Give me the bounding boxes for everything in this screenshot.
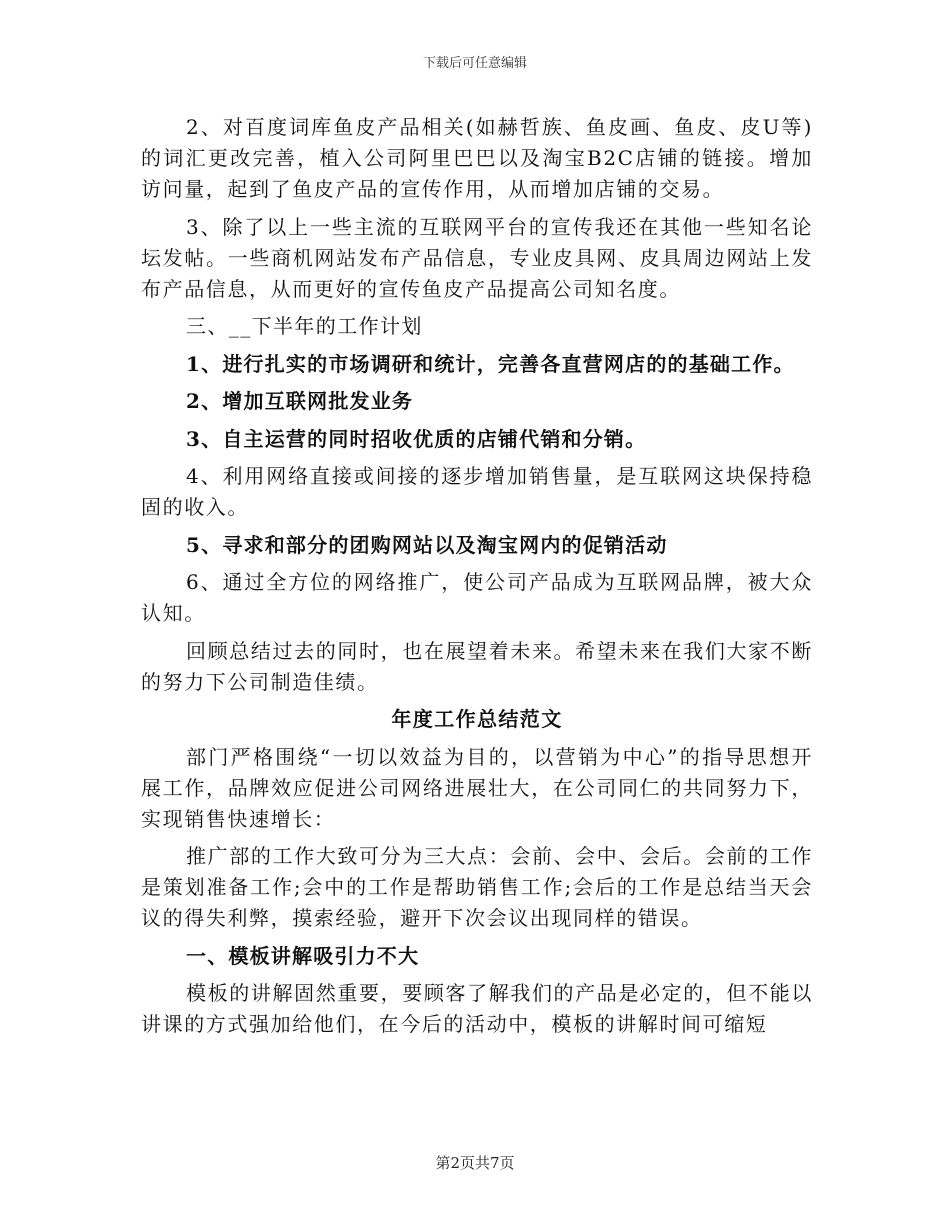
paragraph-item-3: 3、除了以上一些主流的互联网平台的宣传我还在其他一些知名论坛发帖。一些商机网站发布产品信息，专业皮具网、皮具周边网站上发布产品信息，从而更好的宣传鱼皮产品提高公司知名度。 [141,214,813,301]
plan-item-1: 1、进行扎实的市场调研和统计，完善各直营网店的的基础工作。 [186,351,795,376]
section-heading-plan: 三、__下半年的工作计划 [186,314,423,338]
section-title-summary: 年度工作总结范文 [391,707,563,731]
plan-item-3: 3、自主运营的同时招收优质的店铺代销和分销。 [186,426,647,451]
page-footer: 第2页共7页 [435,1154,515,1172]
closing-paragraph: 回顾总结过去的同时，也在展望着未来。希望未来在我们大家不断的努力下公司制造佳绩。 [141,638,813,694]
page-header: 下载后可任意编辑 [422,56,527,71]
plan-item-5: 5、寻求和部分的团购网站以及淘宝网内的促销活动 [186,532,668,557]
document-body [141,112,813,1047]
subheading-template: 一、模板讲解吸引力不大 [186,943,420,968]
paragraph-item-2: 2、对百度词库鱼皮产品相关(如赫哲族、鱼皮画、鱼皮、皮U等)的词汇更改完善，植入公司阿里巴巴以及淘宝B2C店铺的链接。增加访问量，起到了鱼皮产品的宣传作用，从而增加店铺的交易。 [141,115,813,201]
promotion-paragraph: 推广部的工作大致可分为三大点：会前、会中、会后。会前的工作是策划准备工作;会中的工作是帮助销售工作;会后的工作是总结当天会议的得失利弊，摸索经验，避开下次会议出现同样的错误。 [141,844,813,930]
plan-item-2: 2、增加互联网批发业务 [186,389,414,413]
plan-item-6: 6、通过全方位的网络推广，使公司产品成为互联网品牌，被大众认知。 [141,570,813,625]
plan-item-4: 4、利用网络直接或间接的逐步增加销售量，是互联网这块保持稳固的收入。 [141,464,813,519]
template-paragraph: 模板的讲解固然重要，要顾客了解我们的产品是必定的，但不能以讲课的方式强加给他们，在今后的活动中，模板的讲解时间可缩短 [141,981,813,1036]
summary-intro-paragraph: 部门严格围绕“一切以效益为目的，以营销为中心”的指导思想开展工作，品牌效应促进公司网络进展壮大，在公司同仁的共同努力下，实现销售快速增长： [141,744,813,831]
